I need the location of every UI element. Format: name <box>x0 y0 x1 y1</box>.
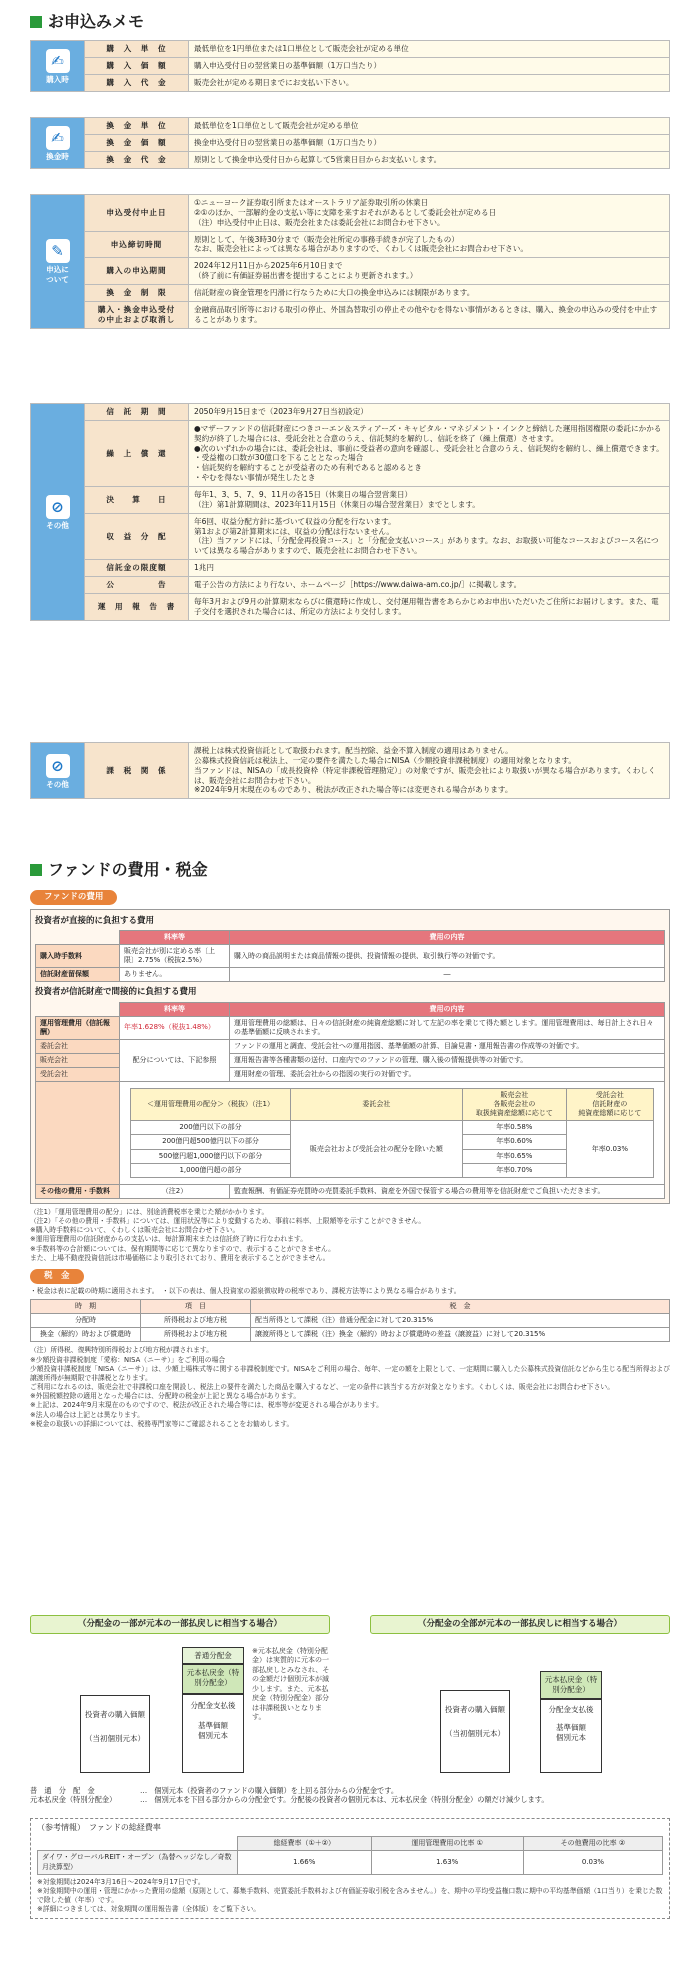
note-line: ご利用になれるのは、販売会社で非課税口座を開設し、税法上の要件を満たした商品を購入するなど、一定の条件に該当する方が対象となります。くわしくは、販売会社にお問合わせ下さい。 <box>30 1383 614 1392</box>
other2-label: 課 税 関 係 <box>85 743 189 799</box>
other2-value: 課税上は株式投資信託として取扱われます。配当控除、益金不算入制度の適用はありません。 公募株式投資信託は税法上、一定の要件を満たした場合にNISA（少額投資非課税制度）の適用対象となります。 当ファンドは、NISAの「成長投資枠（特定非課税管理勘定）」の対象ですが、販売会社により取扱いが異なる場合があります。くわしくは、販売会社にお問合わせ下さい。 ※2024年9月末現在のものであり、税法が改正された場合等には変更される場合があります。 <box>189 743 670 799</box>
apply-value: 金融商品取引所等における取引の停止、外国為替取引の停止その他やむを得ない事情があるときは、購入、換金の申込みの受付を中止することがあります。 <box>189 301 670 328</box>
note-line: ※外国税額控除の適用となった場合には、分配時の税金が上記と異なる場合があります。 <box>30 1392 301 1401</box>
purchase-label: 購 入 代 金 <box>85 74 189 91</box>
other-table <box>30 403 670 621</box>
note-line: ※法人の場合は上記とは異なります。 <box>30 1410 144 1419</box>
note-line: ※少額投資非課税制度「愛称：NISA（ニーサ）」をご利用の場合 <box>30 1355 226 1364</box>
apply-value: 原則として、午後3時30分まで（販売会社所定の事務手続きが完了したもの） なお、販売会社によっては異なる場合がありますので、くわしくは販売会社にお問合わせ下さい。 <box>189 231 670 258</box>
redeem-value: 換金申込受付日の翌営業日の基準価額（1万口当たり） <box>189 134 670 151</box>
fee-notes <box>30 1208 670 1263</box>
apply-row <box>31 231 670 258</box>
note-line: ※詳細につきましては、対象期間の運用報告書（全体版）をご覧下さい。 <box>37 1905 261 1914</box>
other2-side <box>31 743 85 799</box>
fees-title: ファンドの費用・税金 <box>30 860 208 881</box>
note-line: （注）所得税、復興特別所得税および地方税が課されます。 <box>30 1346 213 1355</box>
other1-label: 信 託 期 間 <box>85 404 189 421</box>
purchase-label: 購 入 単 位 <box>85 41 189 58</box>
apply-label: 換 金 制 限 <box>85 285 189 302</box>
memo-title: お申込みメモ <box>30 12 144 33</box>
apply-row <box>31 195 670 232</box>
note-line: （注1）「運用管理費用の配分」には、別途消費税率を乗じた額がかかります。 <box>30 1207 269 1216</box>
redeem-table <box>30 117 670 169</box>
other2-icon: ⊘ <box>46 754 70 778</box>
tax-relation-table <box>30 742 670 799</box>
redeem-row <box>31 134 670 151</box>
ratio-table: 総経費率（①＋②） 運用管理費用の比率 ① その他費用の比率 ② ダイワ・グローバルREIT・オープン（為替ヘッジなし／奇数月決算型） 1.66% 1.63% 0.03% <box>37 1836 663 1874</box>
note-line: ※対象期間は2024年3月16日～2024年9月17日です。 <box>37 1877 205 1886</box>
left-after-box: 分配金支払後 基準価額 個別元本 <box>182 1694 244 1773</box>
left-investor-box: 投資者の購入価額 （当初個別元本） <box>80 1695 150 1773</box>
note-line: ※購入時手数料について、くわしくは販売会社にお問合わせ下さい。 <box>30 1226 240 1235</box>
note-line: ※運用管理費用の信託財産からの支払いは、毎計算期末または信託終了時に行なわれます。 <box>30 1235 308 1244</box>
purchase-value: 販売会社が定める期日までにお支払い下さい。 <box>189 74 670 91</box>
purchase-side <box>31 41 85 92</box>
purchase-value: 最低単位を1円単位または1口単位として販売会社が定める単位 <box>189 41 670 58</box>
other1-label: 収 益 分 配 <box>85 513 189 559</box>
other1-row <box>31 577 670 594</box>
redeem-label: 換 金 代 金 <box>85 151 189 168</box>
fees-pill: ファンドの費用 <box>30 890 117 905</box>
other1-row <box>31 404 670 421</box>
other2-row <box>31 743 670 799</box>
fees-block <box>30 890 670 1429</box>
right-investor-box: 投資者の購入価額 （当初個別元本） <box>440 1690 510 1773</box>
indirect-table: 料率等 費用の内容 運用管理費用（信託報酬） 年率1.628%（税抜1.48%） 運用管理費用の総額は、日々の信託財産の純資産総額に対して左記の率を乗じて得た額とします。運用管理費用は、毎日計上され日々の基準価額に反映されます。 委託会社 配分については、下記参照 ファンドの運用と調査、受託会社への運用指図、基準価額の計算、目論見書・運用報告書の作成等の対価です。 販売会社 運用報告書等各種書類の送付、口座内でのファンドの管理、購入後の情報提供等の対価です。 受託会社 運用財産の管理、委託会社からの指図の実行の対価です。 ＜運用管理費用の配分＞（税抜）（注1） 委託会社 販売会社 各販売会社の 取扱純資産総額に応じて 受託会社 信託財産の 純資産総額に応じて 200億円以下の部分 販売会社および受託会社の配分を除いた額 年率0.58% 年率0.03% 200億円超500億円以下の部分 年率0.60% 500億円超1,000億円以下の部分 年率0.65% 1,000億円超の部分 年率0.70% その他の費用・手数料 （注2） 監査報酬、有価証券売買時の売買委託手数料、資産を外国で保管する場合の費用等を信託財産でご負担いただきます。 <box>35 1002 665 1199</box>
other1-side-label: その他 <box>46 520 69 530</box>
right-fig-title: （分配金の全部が元本の一部払戻しに相当する場合） <box>370 1615 670 1634</box>
apply-label: 購入・換金申込受付 の中止および取消し <box>85 301 189 328</box>
note-line: ※上記は、2024年9月末現在のものですので、税法が改正された場合等には、税率等が変更される場合があります。 <box>30 1401 383 1410</box>
tax-pill: 税 金 <box>30 1269 84 1284</box>
direct-table: 料率等 費用の内容 購入時手数料 販売会社が別に定める率〔上限〕2.75%（税抜2.5%） 購入時の商品説明または商品情報の提供、投資情報の提供、取引執行等の対価です。 信託財産留保額 ありません。 ― <box>35 930 665 982</box>
redeem-side-label: 換金時 <box>46 151 69 161</box>
apply-table <box>30 194 670 329</box>
apply-value: 信託財産の資金管理を円滑に行なうために大口の換金申込みには制限があります。 <box>189 285 670 302</box>
other1-row <box>31 420 670 486</box>
left-normal-box: 普通分配金 <box>182 1647 244 1664</box>
tax-table: 時 期 項 目 税 金 分配時 所得税および地方税 配当所得として課税（注）普通分配金に対して20.315% 換金（解約）時および償還時 所得税および地方税 譲渡所得として課税（注）換金（解約）時および償還時の差益（譲渡益）に対して20.315% <box>30 1299 670 1342</box>
other1-side <box>31 404 85 621</box>
purchase-label: 購 入 価 額 <box>85 57 189 74</box>
distribution-defs: 普 通 分 配 金 … 個別元本（投資者のファンドの購入価額）を上回る部分からの分配金です。 元本払戻金（特別分配金） … 個別元本を下回る部分からの分配金です。分配後の投資者の個別元本は、元本払戻金（特別分配金）の額だけ減少します。 <box>30 1786 549 1805</box>
purchase-row <box>31 57 670 74</box>
left-special-box: 元本払戻金（特別分配金） <box>182 1664 244 1694</box>
other1-label: 繰 上 償 還 <box>85 420 189 486</box>
other1-value: 毎年1、3、5、7、9、11月の各15日（休業日の場合翌営業日） （注）第1計算期間は、2023年11月15日（休業日の場合翌営業日）までとします。 <box>189 487 670 514</box>
other1-row <box>31 513 670 559</box>
purchase-value: 購入申込受付日の翌営業日の基準価額（1万口当たり） <box>189 57 670 74</box>
apply-label: 購入の申込期間 <box>85 258 189 285</box>
apply-row <box>31 258 670 285</box>
redeem-value: 原則として換金申込受付日から起算して5営業日目からお支払いします。 <box>189 151 670 168</box>
apply-row <box>31 285 670 302</box>
note-line: ※手数料等の合計額については、保有期間等に応じて異なりますので、表示することができません。 <box>30 1244 335 1253</box>
redeem-row <box>31 118 670 135</box>
distribution-figure <box>30 1615 670 1785</box>
tax-notes <box>30 1346 670 1429</box>
other1-label: 公 告 <box>85 577 189 594</box>
apply-value: 2024年12月11日から2025年6月10日まで （終了前に有価証券届出書を提出することにより更新されます。） <box>189 258 670 285</box>
other1-label: 決 算 日 <box>85 487 189 514</box>
redeem-label: 換 金 価 額 <box>85 134 189 151</box>
other1-value: ●マザーファンドの信託財産につきコーエン＆スティアーズ・キャピタル・マネジメント・インクと締結した運用指図権限の委託にかかる契約が終了した場合には、受託会社と合意のうえ、信託契約を解約し、信託を終了（繰上償還）させます。 ●次のいずれかの場合には、委託会社は、事前に受益者の意向を確認し、受託会社と合意のうえ、信託契約を解約し、繰上償還できます。 ・受益権の口数が30億口を下ることとなった場合 ・信託契約を解約することが受益者のため有利であると認めるとき ・やむを得ない事情が発生したとき <box>189 420 670 486</box>
other1-label: 信託金の限度額 <box>85 560 189 577</box>
note-line: また、上場不動産投資信託は市場価格により取引されており、費用を表示することができません。 <box>30 1253 330 1262</box>
redeem-value: 最低単位を1口単位として販売会社が定める単位 <box>189 118 670 135</box>
other1-value: 年6回、収益分配方針に基づいて収益の分配を行ないます。 第1および第2計算期末には、収益の分配は行ないません。 （注）当ファンドには、「分配金再投資コース」と「分配金支払いコース」があります。なお、お取扱い可能なコースおよびコース名については異なる場合がありますので、販売会社にお問合わせ下さい。 <box>189 513 670 559</box>
redeem-icon: ✍ <box>46 126 70 150</box>
right-after-box: 分配金支払後 基準価額 個別元本 <box>540 1699 602 1773</box>
note-line: （注2）「その他の費用・手数料」については、運用状況等により変動するため、事前に料率、上限額等を示すことができません。 <box>30 1217 426 1225</box>
note-line: 少額投資非課税制度「NISA（ニーサ）」は、少額上場株式等に関する非課税制度です。NISAをご利用の場合、毎年、一定の額を上限として、一定期間に購入した公募株式投資信託などから生じる配当所得および譲渡所得が無期限で非課税となります。 <box>30 1364 670 1382</box>
note-line: ※対象期間中の運用・管理にかかった費用の総額（原則として、募集手数料、売買委託手数料および有価証券取引税を含みません。）を、期中の平均受益権口数に期中の平均基準価額（1口当り）を乗じた数で除した値（年率）です。 <box>37 1886 663 1905</box>
other2-side-label: その他 <box>46 779 69 789</box>
apply-icon: ✎ <box>46 239 70 263</box>
other1-value: 毎年3月および9月の計算期末ならびに償還時に作成し、交付運用報告書をあらかじめお申出いただいたご住所にお届けします。また、電子交付を選択された場合には、所定の方法により交付します。 <box>189 593 670 620</box>
purchase-table <box>30 40 670 92</box>
apply-side <box>31 195 85 329</box>
apply-row <box>31 301 670 328</box>
apply-side-label: 申込に ついて <box>46 265 69 285</box>
other1-icon: ⊘ <box>46 495 70 519</box>
redeem-side <box>31 118 85 169</box>
purchase-row <box>31 74 670 91</box>
direct-head: 投資者が直接的に負担する費用 <box>35 916 155 927</box>
note-line: ※税金の取扱いの詳細については、税務専門家等にご確認されることをお勧めします。 <box>30 1419 294 1428</box>
purchase-icon: ✍ <box>46 49 70 73</box>
apply-label: 申込締切時間 <box>85 231 189 258</box>
apply-label: 申込受付中止日 <box>85 195 189 232</box>
redeem-row <box>31 151 670 168</box>
indirect-head: 投資者が信託財産で間接的に負担する費用 <box>35 987 197 998</box>
left-note: ※元本払戻金（特別分配金）は実質的に元本の一部払戻しとみなされ、その金額だけ個別元本が減少します。また、元本払戻金（特別分配金）部分は非課税扱いとなります。 <box>252 1647 330 1722</box>
other1-value: 電子公告の方法により行ない、ホームページ［https://www.daiwa-am.co.jp/］に掲載します。 <box>189 577 670 594</box>
apply-value: ①ニューヨーク証券取引所またはオーストラリア証券取引所の休業日 ②①のほか、一部解約金の支払い等に支障を来すおそれがあるとして委託会社が定める日 （注）申込受付中止日は、販売会社または委託会社にお問合わせ下さい。 <box>189 195 670 232</box>
other1-value: 2050年9月15日まで（2023年9月27日当初設定） <box>189 404 670 421</box>
purchase-side-label: 購入時 <box>46 74 69 84</box>
other1-value: 1兆円 <box>189 560 670 577</box>
ratio-box: （参考情報） ファンドの総経費率 総経費率（①＋②） 運用管理費用の比率 ① その他費用の比率 ② ダイワ・グローバルREIT・オープン（為替ヘッジなし／奇数月決算型） 1.66% 1.63% 0.03% ※対象期間は2024年3月16日～2024年9月17日です。 ※対象期間中の運用・管理にかかった費用の総額（原則として、募集手数料、売買委託手数料および有価証券取引税を含みません。）を、期中の平均受益権口数に期中の平均基準価額（1口当り）を乗じた数で除した値（年率）です。 ※詳細につきましては、対象期間の運用報告書（全体版）をご覧下さい。 <box>30 1818 670 1919</box>
ratio-notes <box>37 1878 663 1915</box>
other1-row <box>31 593 670 620</box>
other1-label: 運 用 報 告 書 <box>85 593 189 620</box>
other1-row <box>31 560 670 577</box>
right-special-box: 元本払戻金（特別分配金） <box>540 1671 602 1699</box>
other1-row <box>31 487 670 514</box>
left-fig-title: （分配金の一部が元本の一部払戻しに相当する場合） <box>30 1615 330 1634</box>
alloc-table: ＜運用管理費用の配分＞（税抜）（注1） 委託会社 販売会社 各販売会社の 取扱純資産総額に応じて 受託会社 信託財産の 純資産総額に応じて 200億円以下の部分 販売会社および受託会社の配分を除いた額 年率0.58% 年率0.03% 200億円超500億円以下の部分 年率0.60% 500億円超1,000億円以下の部分 年率0.65% 1,000億円超の部分 年率0.70% <box>130 1088 654 1178</box>
purchase-row <box>31 41 670 58</box>
redeem-label: 換 金 単 位 <box>85 118 189 135</box>
tax-lead: ・税金は表に記載の時期に適用されます。 ・以下の表は、個人投資家の源泉徴収時の税率であり、課税方法等により異なる場合があります。 <box>30 1286 461 1295</box>
